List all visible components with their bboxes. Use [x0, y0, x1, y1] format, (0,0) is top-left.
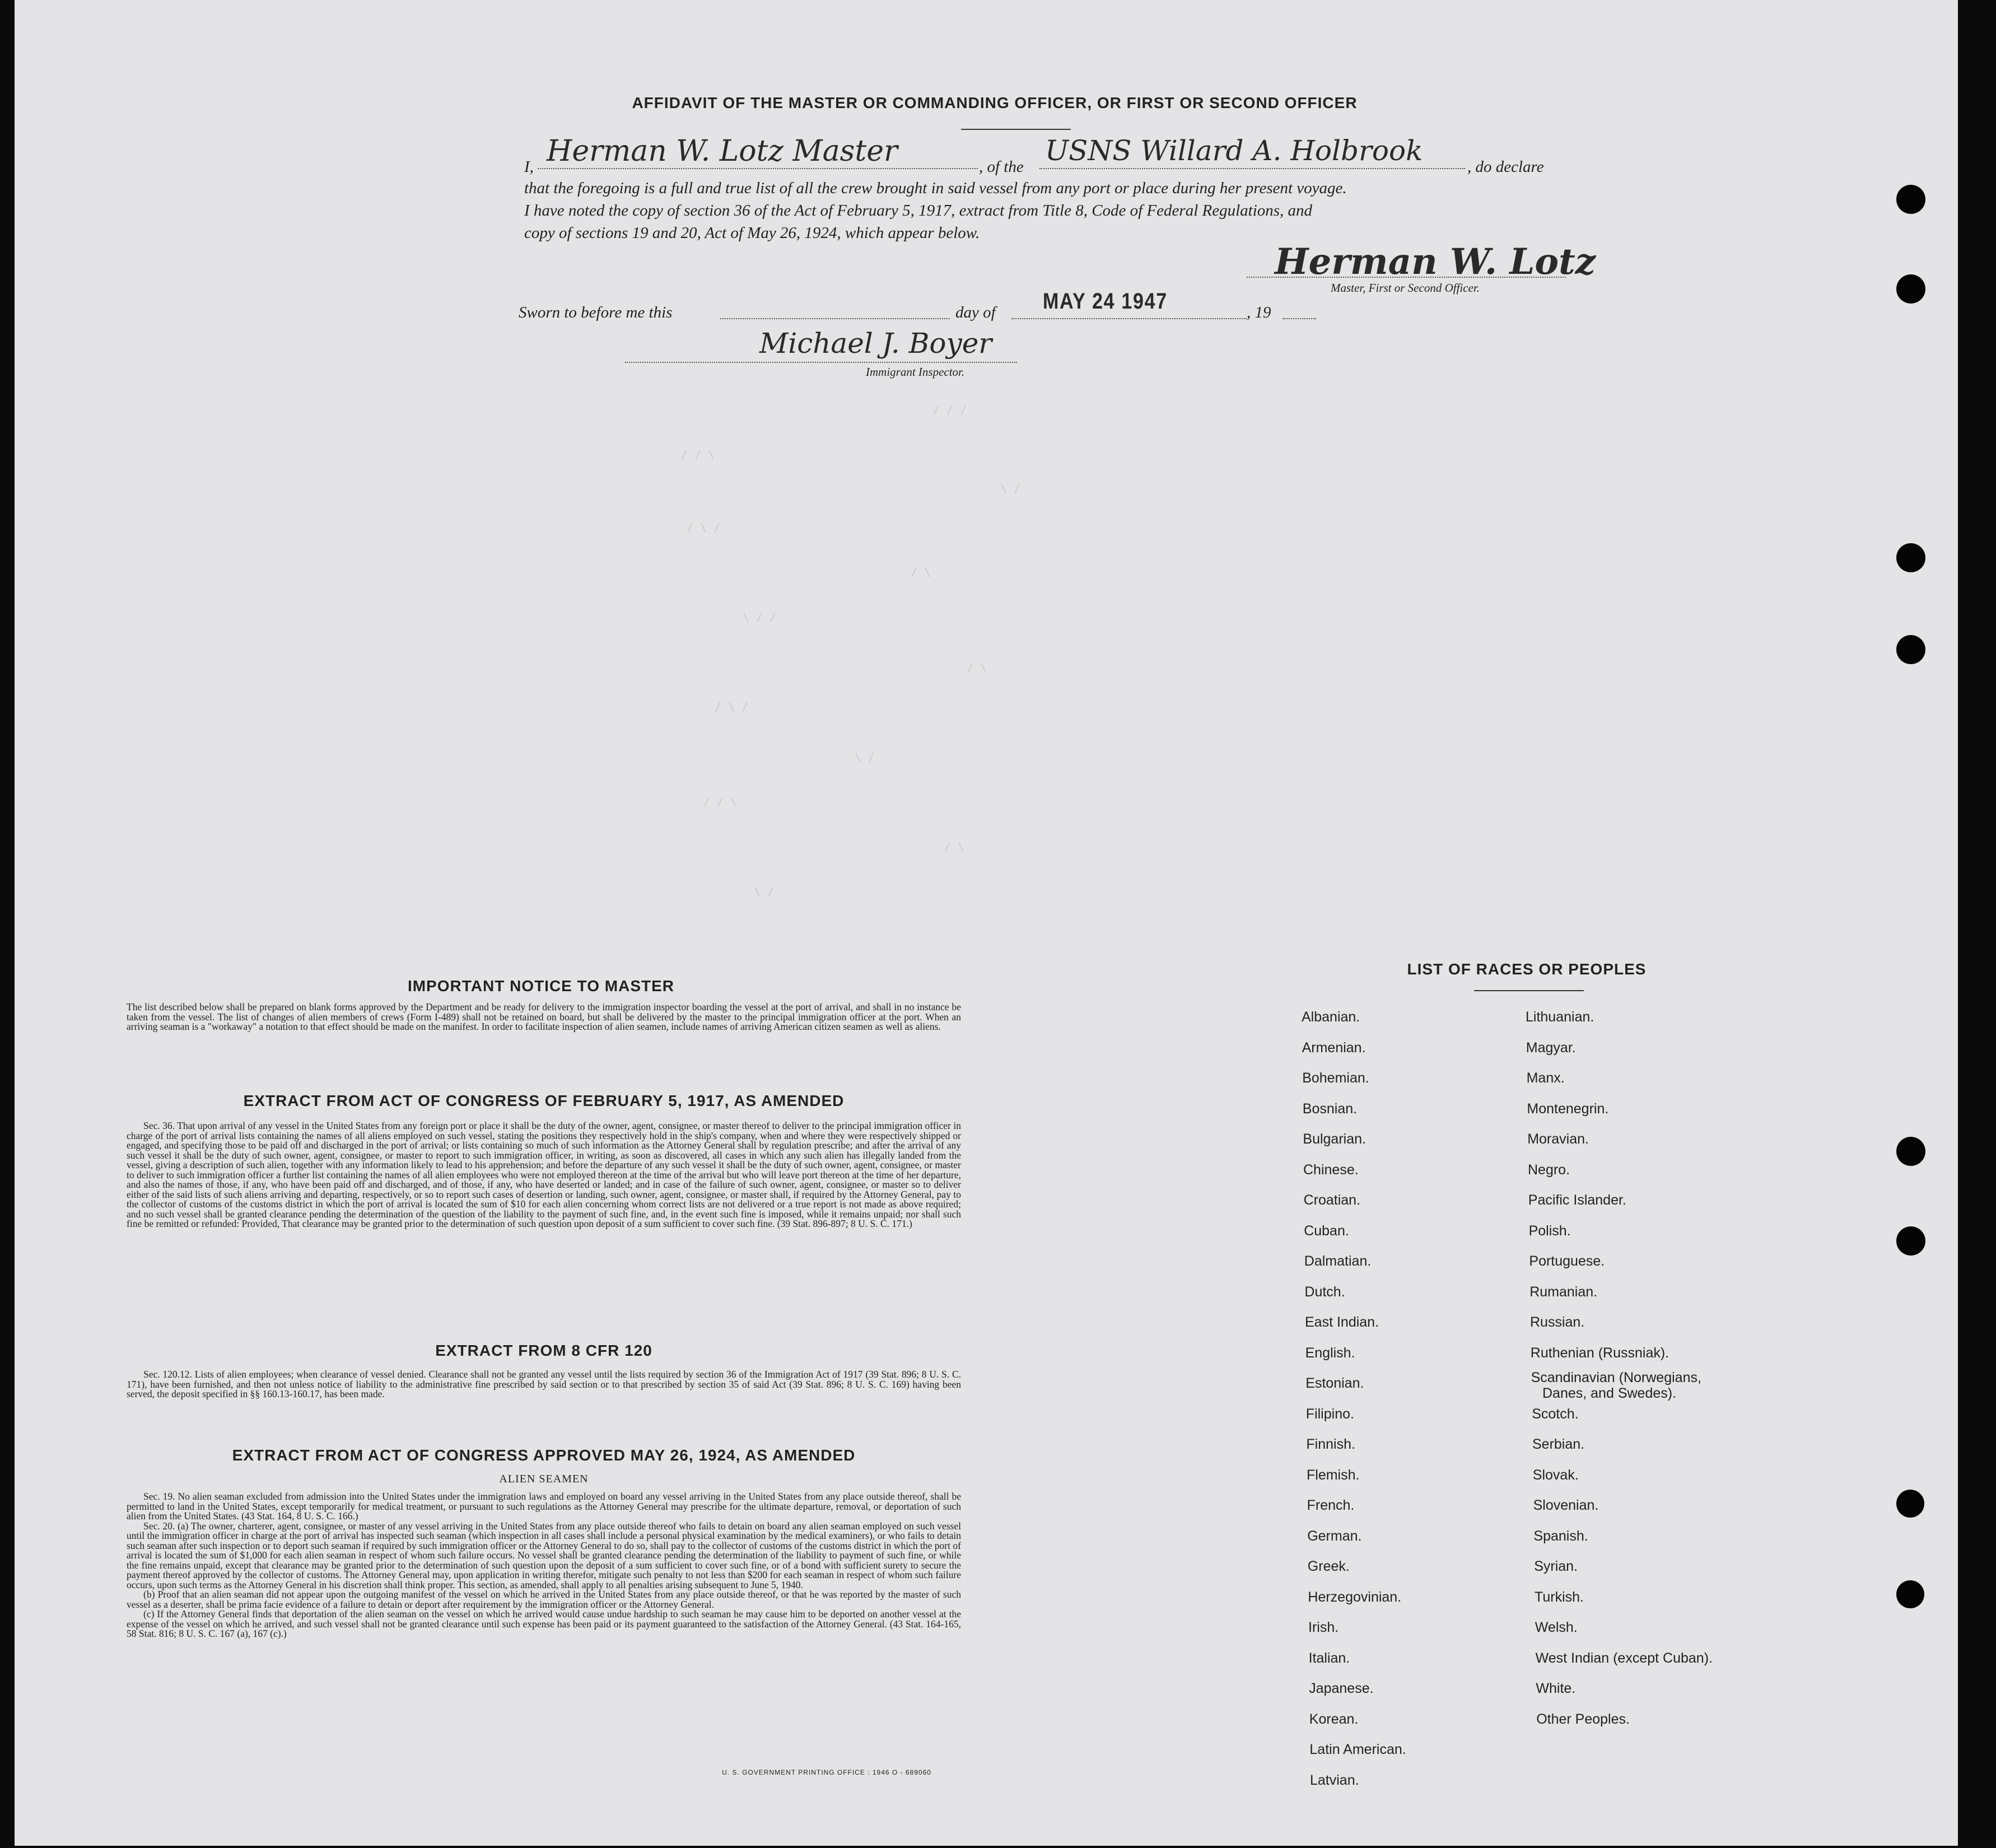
extract-1917-text: Sec. 36. That upon arrival of any vessel in the United States from any foreign port or place it shall be the duty of the owner, agent, consignee, or master thereof to deliver to the principal immigration officer in charge of the port of arrival lists containing the names of all aliens employed on such vessel, stating the positions they respectively hold in the ship's company, when and where they were respectively shipped or engaged, and specifying those to be paid off and discharged in the port of arrival; or lists containing so much of such information as the Attorney General shall by regulation prescribe; and after the arrival of any such vessel it shall be the duty of such owner, agent, consignee, or master to report to such immigration officer, in writing, as soon as discovered, all cases in which any such alien has illegally landed from the vessel, giving a description of such alien, together with any information likely to lead to his apprehension; and before the departure of any such vessel it shall be the duty of such owner, agent, consignee, or master to deliver to such immigration officer a further list containing the names of all alien employees who were not employed thereon at the time of the arrival but who will leave port thereon at the time of her departure, and also the names of those, if any, who have been paid off and discharged, and of those, if any, who have deserted or landed; and in case of the failure of such owner, agent, consignee, or master so to deliver either of the said lists of such aliens arriving and departing, respectively, or so to report such cases of desertion or landing, such owner, agent, consignee, or master shall, if required by the Attorney General, pay to the collector of customs of the customs district in which the port of arrival is located the sum of $10 for each alien concerning whom correct lists are not delivered or a true report is not made as above required; and no such vessel shall be granted clearance pending the determination of the question of the liability to the payment of such fine, and, in the event such fine is imposed, while it remains unpaid; nor shall such fine be remitted or refunded: Provided, That clearance may be granted prior to the determination of such question upon deposit of a sum sufficient to cover such fine. (39 Stat. 896-897; 8 U. S. C. 171.) — [127, 1120, 961, 1229]
sec20a-paragraph: Sec. 20. (a) The owner, charterer, agent, consignee, or master of any vessel arriving in the United States from any place outside thereof who fails to detain on board any alien seaman employed on such vessel until the immigration officer in charge at the port of arrival has inspected such seaman (which inspection in all cases shall include a personal physical examination by the medical examiners), or who fails to detain such seaman after such inspection or to deport such seaman if required by such immigration officer or the Attorney General to do so, shall pay to the collector of customs of the customs district in which the port of arrival is located the sum of $1,000 for each alien seaman in respect of whom such failure occurs. No vessel shall be granted clearance pending the determination of the liability to payment of such fine, or while the fine remains unpaid, except that clearance may be granted prior to the determination of such question upon the deposit of a sum sufficient to cover such fine, or of a bond with sufficient surety to secure the payment thereof approved by the collector of customs. The Attorney General may, upon application in writing therefor, mitigate such penalty to not less than $200 for each seaman in respect of whom such failure occurs, upon such terms as the Attorney General in his discretion shall think proper. This section, as amended, shall apply to all penalties arising subsequent to June 5, 1940. — [127, 1520, 961, 1590]
sworn-day-line — [720, 318, 950, 319]
race-item: Bulgarian. — [1303, 1131, 1366, 1147]
printing-office-footer: U. S. GOVERNMENT PRINTING OFFICE : 1946 O - 689060 — [722, 1768, 931, 1776]
race-item: Croatian. — [1303, 1192, 1361, 1208]
inspector-signature: Michael J. Boyer — [759, 327, 992, 360]
sec19-paragraph: Sec. 19. No alien seaman excluded from admission into the United States under the immigration laws and employed on board any vessel arriving in the United States from any place outside thereof, shall be permitted to land in the United States, except temporarily for medical treatment, or pursuant to such regulations as the Attorney General may prescribe for the ultimate departure, removal, or deportation of such alien from the United States. (43 Stat. 164, 8 U. S. C. 166.) — [127, 1491, 961, 1522]
race-item: Italian. — [1308, 1650, 1350, 1666]
inspector-signature-line — [625, 362, 1017, 363]
race-item: Lithuanian. — [1526, 1009, 1594, 1025]
notice-text: The list described below shall be prepared on blank forms approved by the Department and be ready for delivery to the immigration inspector boarding the vessel at the port of arrival, and shall in no instance be taken from the vessel. The list of changes of alien members of crews (Form I-489) shall not be retained on board, but shall be delivered by the master to the principal immigration officer at the port. When an arriving seaman is a "workaway" a notation to that effect should be made on the manifest. In order to facilitate inspection of alien seamen, include names of arriving American citizen seamen as well as aliens. — [127, 1001, 961, 1032]
punch-hole — [1896, 1580, 1924, 1608]
punch-hole — [1896, 185, 1925, 214]
race-item: Armenian. — [1302, 1039, 1366, 1056]
sworn-year-line — [1283, 318, 1316, 319]
race-item: Dalmatian. — [1304, 1253, 1372, 1269]
affidavit-line3: I have noted the copy of section 36 of the Act of February 5, 1917, extract from Title 8, Code of Federal Regulations, and — [524, 202, 1313, 220]
master-name-line — [538, 168, 978, 169]
race-item: East Indian. — [1305, 1314, 1379, 1330]
race-item: Magyar. — [1526, 1039, 1576, 1056]
race-item: Other Peoples. — [1536, 1711, 1630, 1727]
races-divider — [1474, 990, 1584, 991]
race-item: Albanian. — [1302, 1009, 1360, 1025]
extract-1924-subtitle: ALIEN SEAMEN — [499, 1473, 589, 1485]
race-item: Scandinavian (Norwegians, — [1531, 1370, 1701, 1385]
race-item: Slovak. — [1532, 1467, 1579, 1483]
punch-hole — [1896, 1137, 1925, 1166]
race-item: Latin American. — [1309, 1742, 1406, 1757]
race-item: Korean. — [1309, 1711, 1359, 1727]
vessel-name-handwritten: USNS Willard A. Holbrook — [1045, 134, 1423, 167]
affidavit-line1-prefix: I, — [524, 158, 534, 176]
affidavit-line4: copy of sections 19 and 20, Act of May 26, 1924, which appear below. — [524, 224, 980, 242]
sworn-year-prefix: , 19 — [1247, 304, 1271, 321]
race-item: Filipino. — [1305, 1406, 1354, 1422]
race-item: Bohemian. — [1302, 1070, 1369, 1086]
affidavit-line2: that the foregoing is a full and true list of all the crew brought in said vessel from any port or place during her present voyage. — [524, 179, 1347, 197]
race-item: Rumanian. — [1529, 1284, 1598, 1300]
affidavit-of-the: , of the — [979, 158, 1024, 176]
title-divider — [961, 129, 1071, 130]
race-item: Irish. — [1308, 1620, 1339, 1635]
master-signature: Herman W. Lotz — [1275, 241, 1596, 283]
race-item: Herzegovinian. — [1308, 1589, 1402, 1605]
race-item: Portuguese. — [1529, 1253, 1605, 1269]
race-item: West Indian (except Cuban). — [1535, 1650, 1713, 1666]
race-item: Estonian. — [1305, 1375, 1364, 1391]
race-item: German. — [1307, 1528, 1362, 1544]
race-item: Latvian. — [1310, 1772, 1359, 1788]
race-item: Syrian. — [1534, 1558, 1578, 1574]
race-item: French. — [1307, 1497, 1355, 1513]
document-page: AFFIDAVIT OF THE MASTER OR COMMANDING OFFICER, OR FIRST OR SECOND OFFICER I, Herman W. Lotz Master , of the USNS Willard A. Holbrook , do declare that the foregoing is a full and true list of all the crew brought in said vessel from any port or place during her present voyage. I have noted the copy of section 36 of the Act of February 5, 1917, extract from Title 8, Code of Federal Regulations, and copy of sections 19 and 20, Act of May 26, 1924, which appear below. Herman W. Lotz Master, First or Second Officer. Sworn to before me this day of MAY 24 1947 , 19 Michael J. Boyer Immigrant Inspector. / / / / / \ \ / / \ / / \ \ / / / \ / \ / \ / / / \ / \ \ / IMPORTANT NOTICE TO MASTER The list described below shall be prepared on blank forms approved by the Department and be ready for delivery to the immigration inspector boarding the vessel at the port of arrival, and shall in no instance be taken from the vessel. The list of changes of alien members of crews (Form I-489) shall not be retained on board, but shall be delivered by the master to the principal immigration officer at the port. When an arriving seaman is a "workaway" a notation to that effect should be made on the manifest. In order to facilitate inspection of alien seamen, include names of arriving American citizen seamen as well as aliens. EXTRACT FROM ACT OF CONGRESS OF FEBRUARY 5, 1917, AS AMENDED Sec. 36. That upon arrival of any vessel in the United States from any foreign port or place it shall be the duty of the owner, agent, consignee, or master thereof to deliver to the principal immigration officer in charge of the port of arrival lists containing the names of all aliens employed on such vessel, stating the positions they respectively hold in the ship's company, when and where they were respectively shipped or engaged, and specifying those to be paid off and discharged in the port of arrival; or lists containing so much of such information as the Attorney General shall by regulation prescribe; and after the arrival of any such vessel it shall be the duty of such owner, agent, consignee, or master to report to such immigration officer, in writing, as soon as discovered, all cases in which any such alien has illegally landed from the vessel, giving a description of such alien, together with any information likely to lead to his apprehension; and before the departure of any such vessel it shall be the duty of such owner, agent, consignee, or master to deliver to such immigration officer a further list containing the names of all alien employees who were not employed thereon at the time of the arrival but who will leave port thereon at the time of her departure, and also the names of those, if any, who have been paid off and discharged, and of those, if any, who have deserted or landed; and in case of the failure of such owner, agent, consignee, or master so to deliver either of the said lists of such aliens arriving and departing, respectively, or so to report such cases of desertion or landing, such owner, agent, consignee, or master shall, if required by the Attorney General, pay to the collector of customs of the customs district in which the port of arrival is located the sum of $10 for each alien concerning whom correct lists are not delivered or a true report is not made as above required; and no such vessel shall be granted clearance pending the determination of the question of the liability to the payment of such fine, and, in the event such fine is imposed, while it remains unpaid; nor shall such fine be remitted or refunded: Provided, That clearance may be granted prior to the determination of such question upon deposit of a sum sufficient to cover such fine. (39 Stat. 896-897; 8 U. S. C. 171.) EXTRACT FROM 8 CFR 120 Sec. 120.12. Lists of alien employees; when clearance of vessel denied. Clearance shall not be granted any vessel until the lists required by section 36 of the Immigration Act of 1917 (39 Stat. 896; 8 U. S. C. 171), have been furnished, and then not unless notice of liability to the administrative fine prescribed by said section or to that prescribed by section 35 of said Act (39 Stat. 896; 8 U. S. C. 169) having been served, the deposit specified in §§ 160.13-160.17, has been made. EXTRACT FROM ACT OF CONGRESS APPROVED MAY 26, 1924, AS AMENDED ALIEN SEAMEN Sec. 19. No alien seaman excluded from admission into the United States under the immigration laws and employed on board any vessel arriving in the United States from any place outside thereof, shall be permitted to land in the United States, except temporarily for medical treatment, or pursuant to such regulations as the Attorney General may prescribe for the ultimate departure, removal, or deportation of such alien from the United States. (43 Stat. 164, 8 U. S. C. 166.) Sec. 20. (a) The owner, charterer, agent, consignee, or master of any vessel arriving in the United States from any place outside thereof who fails to detain on board any alien seaman employed on such vessel until the immigration officer in charge at the port of arrival has inspected such seaman (which inspection in all cases shall include a personal physical examination by the medical examiners), or who fails to detain such seaman after such inspection or to deport such seaman if required by such immigration officer or the Attorney General to do so, shall pay to the collector of customs of the customs district in which the port of arrival is located the sum of $1,000 for each alien seaman in respect of whom such failure occurs. No vessel shall be granted clearance pending the determination of the liability to payment of such fine, or while the fine remains unpaid, except that clearance may be granted prior to the determination of such question upon the deposit of a sum sufficient to cover such fine, or of a bond with sufficient surety to secure the payment thereof approved by the collector of customs. The Attorney General may, upon application in writing therefor, mitigate such penalty to not less than $200 for each seaman in respect of whom such failure occurs, upon such terms as the Attorney General in his discretion shall think proper. This section, as amended, shall apply to all penalties arising subsequent to June 5, 1940. (b) Proof that an alien seaman did not appear upon the outgoing manifest of the vessel on which he arrived in the United States from any place outside thereof, or that he was reported by the master of such vessel as a deserter, shall be prima facie evidence of a failure to detain or deport after requirement by the immigration officer or the Attorney General. (c) If the Attorney General finds that deportation of the alien seaman on the vessel on which he arrived would cause undue hardship to such seaman he may cause him to be deported on another vessel at the expense of the vessel on which he arrived, and such vessel shall not be granted clearance until such expense has been paid or its payment guaranteed to the satisfaction of the Attorney General. (43 Stat. 164-165, 58 Stat. 816; 8 U. S. C. 167 (a), 167 (c).) U. S. GOVERNMENT PRINTING OFFICE : 1946 O - 689060 LIST OF RACES OR PEOPLES Albanian. Armenian. Bohemian. Bosnian. Bulgarian. Chinese. Croatian. Cuban. Dalmatian. Dutch. East Indian. English. Estonian. Filipino. Finnish. Flemish. French. German. Greek. Herzegovinian. Irish. Italian. Japanese. Korean. Latin American. Latvian. Lithuanian. Magyar. Manx. Montenegrin. Moravian. Negro. Pacific Islander. Polish. Portuguese. Rumanian. Russian. Ruthenian (Russniak). Scandinavian (Norwegians, Danes, and Swedes). Scotch. Serbian. Slovak. Slovenian. Spanish. Syrian. Turkish. Welsh. West Indian (except Cuban). White. Other Peoples. — [15, 0, 1958, 1846]
master-name-handwritten: Herman W. Lotz Master — [547, 134, 898, 168]
race-item: Chinese. — [1303, 1161, 1359, 1178]
race-item: Slovenian. — [1533, 1497, 1599, 1513]
notice-title: IMPORTANT NOTICE TO MASTER — [407, 977, 675, 995]
race-item: Greek. — [1307, 1558, 1350, 1574]
punch-hole — [1896, 1226, 1925, 1256]
date-stamp: MAY 24 1947 — [1043, 289, 1168, 314]
race-item: Ruthenian (Russniak). — [1530, 1345, 1669, 1361]
race-item: Manx. — [1526, 1070, 1565, 1086]
race-item: Finnish. — [1306, 1436, 1355, 1452]
extract-1924-title: EXTRACT FROM ACT OF CONGRESS APPROVED MAY 26, 1924, AS AMENDED — [232, 1446, 856, 1464]
inspector-caption: Immigrant Inspector. — [866, 365, 965, 379]
punch-hole — [1896, 1490, 1924, 1518]
race-item: Scotch. — [1532, 1406, 1579, 1422]
race-item: English. — [1305, 1345, 1355, 1361]
race-item: Flemish. — [1307, 1467, 1360, 1483]
race-item: Dutch. — [1304, 1284, 1345, 1300]
extract-1917-title: EXTRACT FROM ACT OF CONGRESS OF FEBRUARY 5, 1917, AS AMENDED — [243, 1092, 845, 1109]
extract-8cfr-text: Sec. 120.12. Lists of alien employees; when clearance of vessel denied. Clearance shall not be granted any vessel until the lists required by section 36 of the Immigration Act of 1917 (39 Stat. 896; 8 U. S. C. 171), have been furnished, and then not unless notice of liability to the administrative fine prescribed by said section or to that prescribed by section 35 of said Act (39 Stat. 896; 8 U. S. C. 169) having been served, the deposit specified in §§ 160.13-160.17, has been made. — [127, 1369, 961, 1399]
master-signature-caption: Master, First or Second Officer. — [1331, 281, 1480, 295]
race-item: Turkish. — [1535, 1589, 1584, 1605]
race-item: Cuban. — [1304, 1222, 1349, 1239]
affidavit-title: AFFIDAVIT OF THE MASTER OR COMMANDING OFFICER, OR FIRST OR SECOND OFFICER — [632, 94, 1358, 111]
race-item: Russian. — [1530, 1314, 1585, 1330]
race-item: Welsh. — [1535, 1620, 1578, 1635]
race-item: Serbian. — [1532, 1436, 1585, 1452]
race-item: Bosnian. — [1302, 1100, 1358, 1117]
sworn-month-line — [1011, 318, 1247, 319]
punch-hole — [1896, 543, 1925, 572]
race-item: Spanish. — [1533, 1528, 1588, 1544]
race-item: Pacific Islander. — [1528, 1192, 1626, 1208]
race-item: Moravian. — [1527, 1131, 1589, 1147]
punch-hole — [1896, 274, 1925, 304]
sworn-prefix: Sworn to before me this — [519, 304, 673, 321]
race-item: Negro. — [1528, 1161, 1570, 1178]
vessel-name-line — [1039, 168, 1465, 169]
affidavit-line1-suffix: , do declare — [1467, 158, 1544, 176]
race-item: Japanese. — [1309, 1681, 1374, 1696]
race-item: Polish. — [1528, 1222, 1571, 1239]
race-item: White. — [1536, 1681, 1576, 1696]
race-item: Danes, and Swedes). — [1542, 1385, 1677, 1401]
sworn-day-of: day of — [955, 304, 996, 321]
sec20c-paragraph: (c) If the Attorney General finds that deportation of the alien seaman on the vessel on which he arrived would cause undue hardship to such seaman he may cause him to be deported on another vessel at the expense of the vessel on which he arrived, and such vessel shall not be granted clearance until such expense has been paid or its payment guaranteed to the satisfaction of the Attorney General. (43 Stat. 164-165, 58 Stat. 816; 8 U. S. C. 167 (a), 167 (c).) — [127, 1608, 961, 1639]
extract-1924-paragraphs — [127, 1492, 961, 1639]
punch-hole — [1896, 635, 1925, 664]
race-item: Montenegrin. — [1527, 1100, 1609, 1117]
sec20b-paragraph: (b) Proof that an alien seaman did not appear upon the outgoing manifest of the vessel on which he arrived in the United States from any place outside thereof, or that he was reported by the master of such vessel as a deserter, shall be prima facie evidence of a failure to detain or deport after requirement by the immigration officer or the Attorney General. — [127, 1589, 961, 1610]
races-title: LIST OF RACES OR PEOPLES — [1407, 960, 1647, 978]
extract-8cfr-title: EXTRACT FROM 8 CFR 120 — [435, 1342, 652, 1359]
